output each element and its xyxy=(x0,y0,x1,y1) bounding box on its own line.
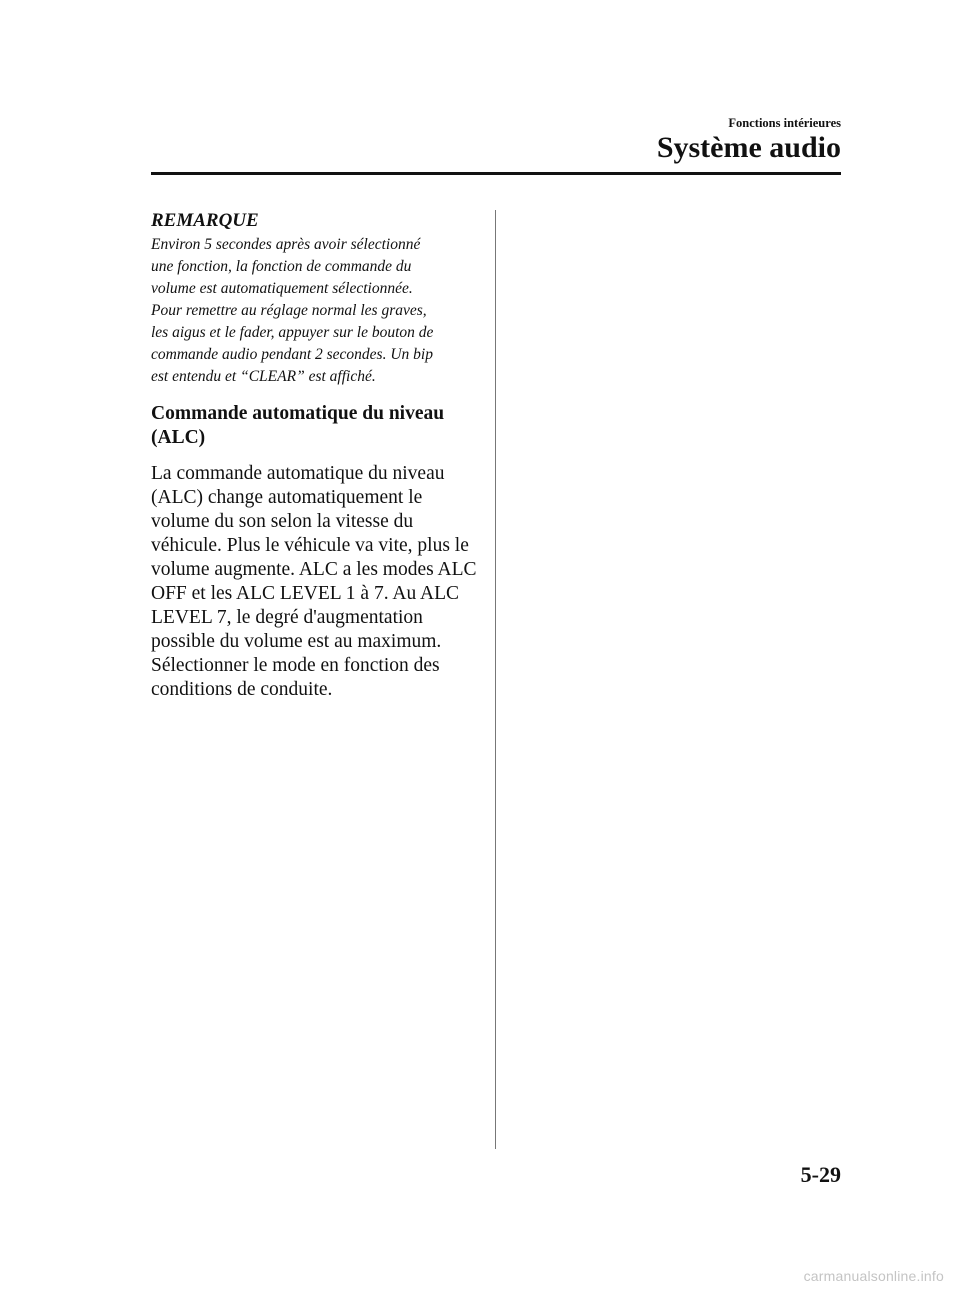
left-column xyxy=(151,209,481,702)
note-heading: REMARQUE xyxy=(151,210,259,231)
page-title: Système audio xyxy=(656,131,841,164)
section-label: Fonctions intérieures xyxy=(728,116,841,130)
note-body: Environ 5 secondes après avoir sélectionné une fonction, la fonction de commande du volume est automatiquement sélectionnée. Pour remettre au réglage normal les graves, les aigus et le fader, appuyer sur le bouton de commande audio pendant 2 secondes. Un bip est entendu et “CLEAR” est affiché. xyxy=(151,236,434,385)
section-body: La commande automatique du niveau (ALC) change automatiquement le volume du son selon la vitesse du véhicule. Plus le véhicule va vite, plus le volume augmente. ALC a les modes ALC OFF et les ALC LEVEL 1 à 7. Au ALC LEVEL 7, le degré d'augmentation possible du volume est au maximum. Sélectionner le mode en fonction des conditions de conduite. xyxy=(151,463,477,700)
column-divider xyxy=(495,210,496,1149)
header-divider xyxy=(151,172,841,175)
watermark-text: carmanualsonline.info xyxy=(803,1268,944,1284)
page-number: 5-29 xyxy=(800,1162,841,1187)
section-heading: Commande automatique du niveau (ALC) xyxy=(151,403,445,448)
